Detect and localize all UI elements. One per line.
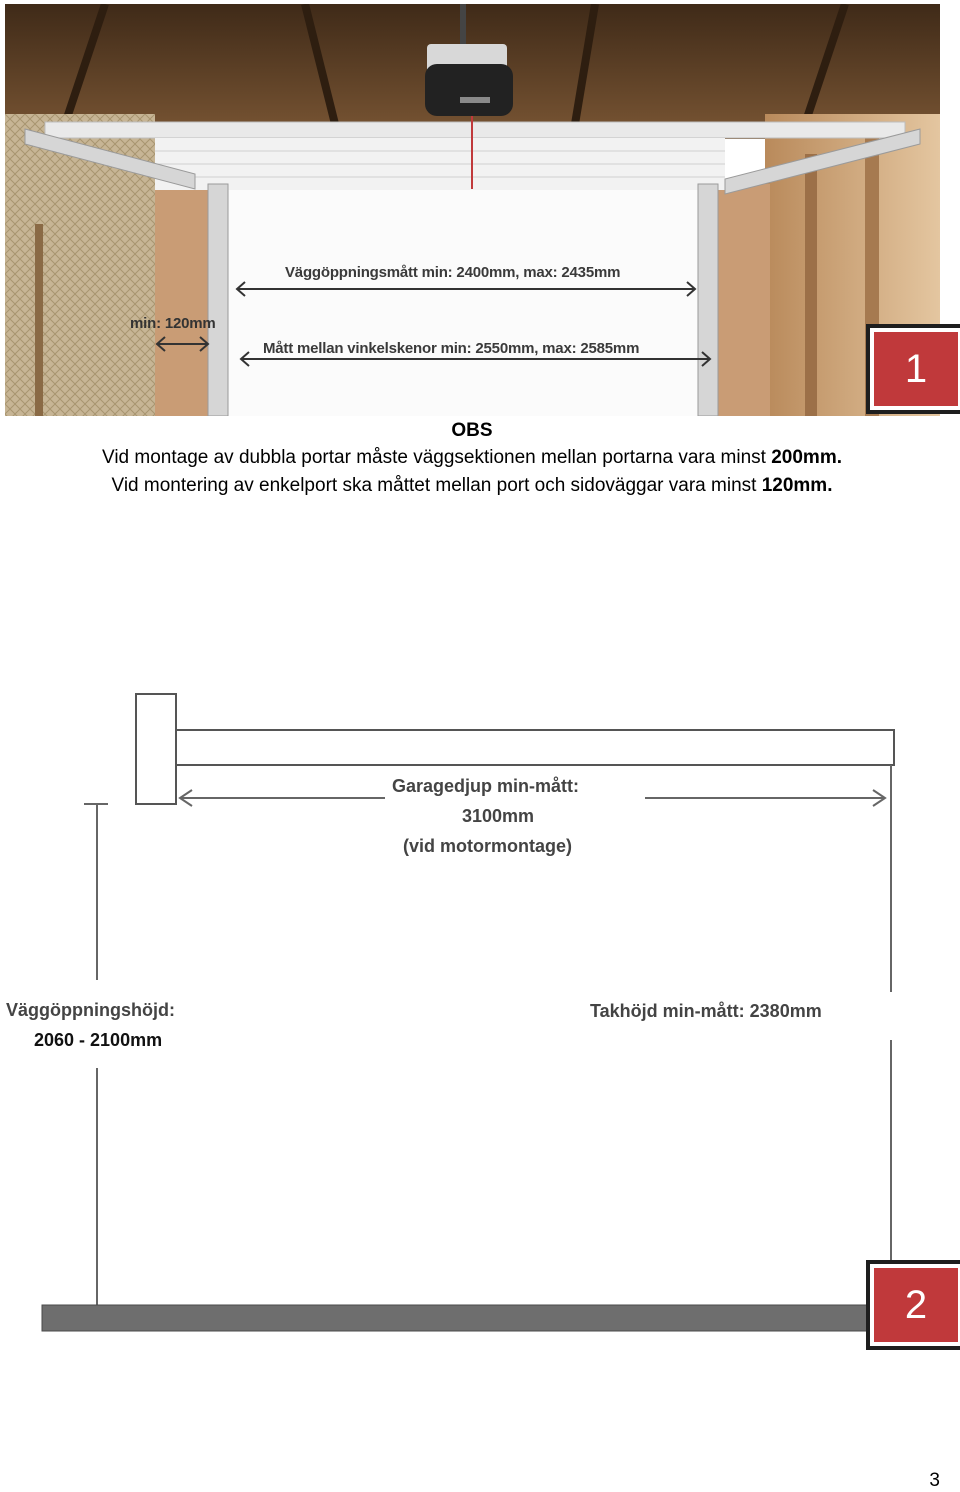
wall-opening-width-label: Väggöppningsmått min: 2400mm, max: 2435mm	[285, 264, 621, 281]
note-single-door-text: Vid montering av enkelport ska måttet mellan port och sidoväggar vara minst	[111, 475, 762, 496]
figure-number-badge-2: 2	[870, 1264, 960, 1346]
ceiling-beam	[176, 730, 894, 765]
figure-number-badge-1: 1	[870, 328, 960, 410]
rail-distance-label: Mått mellan vinkelskenor min: 2550mm, max: 2585mm	[263, 340, 640, 357]
garage-depth-label: Garagedjup min-mått:	[392, 776, 580, 796]
note-heading: OBS	[451, 420, 493, 441]
garage-depth-value: 3100mm	[462, 806, 535, 826]
side-min-label: min: 120mm	[130, 315, 216, 332]
note-double-doors-value: 200mm.	[771, 447, 843, 468]
wall-header-block	[136, 694, 176, 804]
opening-height-value: 2060 - 2100mm	[34, 1030, 163, 1050]
page-number: 3	[929, 1470, 940, 1491]
note-double-doors-text: Vid montage av dubbla portar måste väggsektionen mellan portarna vara minst	[101, 447, 772, 468]
garage-door-photo	[5, 4, 940, 416]
opening-height-line	[84, 804, 108, 1305]
garage-dimension-diagram	[0, 680, 960, 1350]
note-double-doors	[0, 447, 944, 469]
note-single-door	[0, 475, 944, 497]
ceiling-height-label: Takhöjd min-mått: 2380mm	[590, 1001, 822, 1021]
garage-depth-note: (vid motormontage)	[403, 836, 572, 856]
opening-height-label: Väggöppningshöjd:	[6, 1000, 175, 1020]
garage-floor	[42, 1305, 912, 1331]
note-single-door-value: 120mm.	[761, 475, 833, 496]
